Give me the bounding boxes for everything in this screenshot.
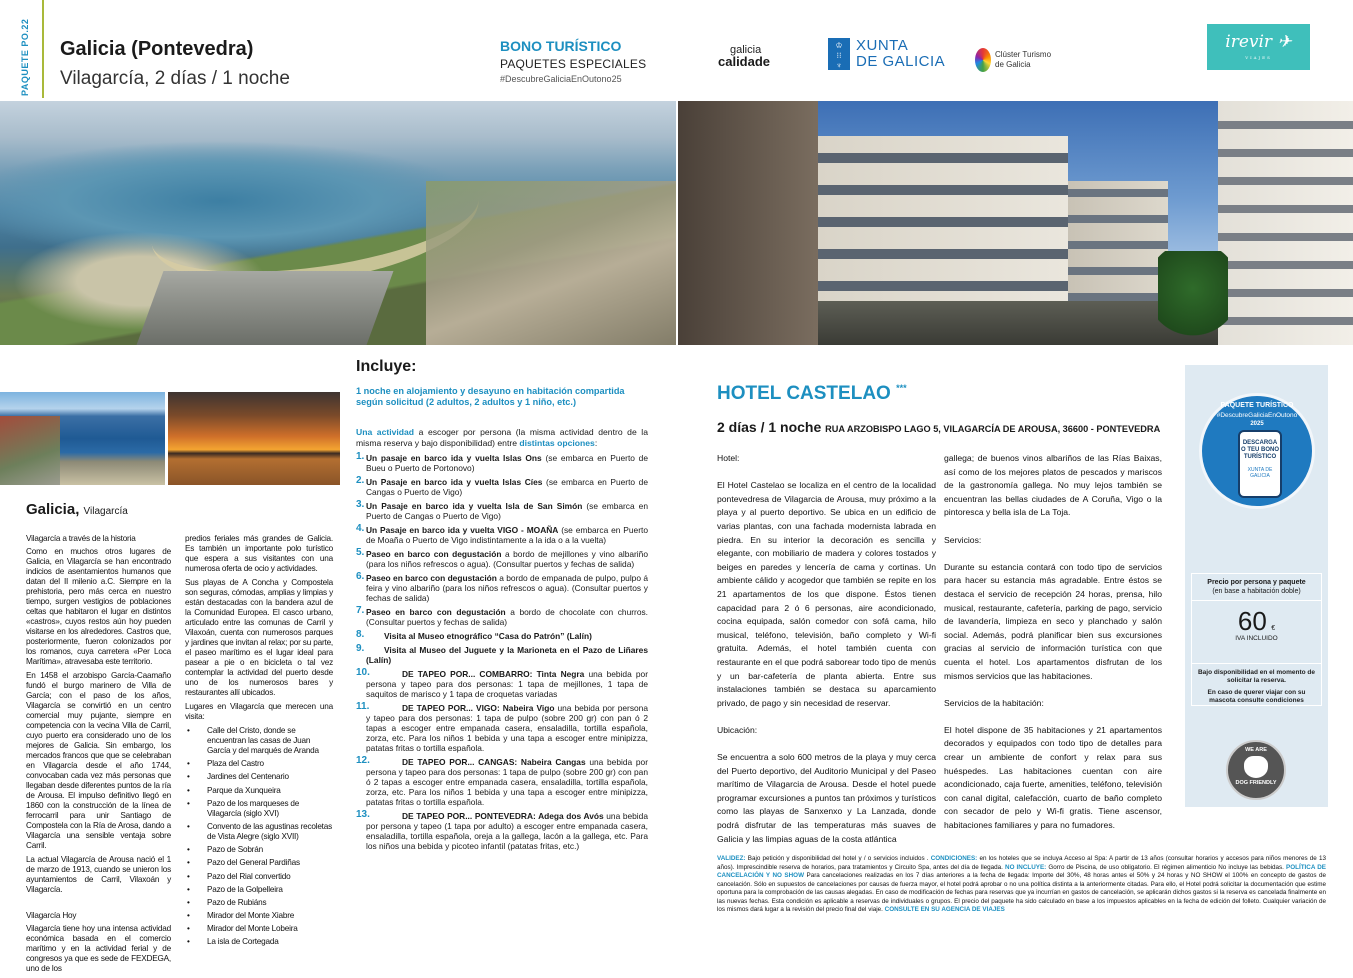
option-number: 8. [356, 629, 365, 640]
cluster-swirl-icon [975, 48, 991, 72]
hotel-duration: 2 días / 1 noche [717, 419, 822, 435]
activity-option [356, 573, 648, 603]
activity-option [356, 669, 648, 699]
legal-text: Para cancelaciones realizadas en los 7 días anteriores a la fecha de llegada: Importe del 30%, 48 horas antes el 50% y 24 horas y NO SHOW el 100% en concepto de gastos de cancelación. Sólo en supuestos de cancelaciones por causas de fuerza mayor, el hotel podrá aprobar o no una política distinta a la anteriormente citadas. Para ello, el Hotel podrá solicitar la documentación que estime oportuna para la comprobación de las causas alegadas. En caso de modificación de fechas para reservas que ya incurrían en gastos de cancelación, se aplicarán dichos gastos si la reserva es cancelada finalmente en las nuevas fechas. Esta condición es aplicable a reservas de individuales o grupos. El precio del paquete ha sido calculado en base a los impuestos aplicables en la fecha de edición del folleto. Cualquier variación de los mismos dará lugar a la revisión del precio final del viaje. [717, 872, 1326, 913]
bono-subtitle: PAQUETES ESPECIALES [500, 57, 647, 71]
room-services-label: Servicios de la habitación: [944, 697, 1044, 708]
option-title: DE TAPEO POR... PONTEVEDRA: Adega dos Avós [402, 811, 604, 821]
activity-option [356, 703, 648, 753]
list-item: • Pazo de Sobrán [185, 845, 333, 855]
option-number: 1. [356, 451, 365, 462]
legal-label: VALIDEZ: [717, 855, 746, 862]
location-description: Se encuentra a solo 600 metros de la playa y muy cerca del Puerto deportivo, del Auditorio Municipal y del Paseo marítimo de Vilagarcia de Arousa. Desde el hotel puede programar excursiones a puntos tan próximos y turísticos como las playas de Sanxenxo y La Lanzada, donde podrá disfrutar de las temperaturas más suaves de Galicia y las limpias aguas de la costa atlántica [717, 752, 936, 844]
list-item: • Pazo del General Pardiñas [185, 858, 333, 868]
badge-year: 2025 [1250, 421, 1264, 427]
beaches-paragraph: Sus playas de A Concha y Compostela son seguras, cómodas, amplias y limpias y están destacadas con la bandera azul de la Comunidad Europea. El casco urbano, articulado entre las comunas de Carril y Vilaxoán, cuenta con numerosos parques y jardines que invitan al relax; por su parte, el paseo marítimo es el lugar ideal para pasear a pie o en bicicleta o tal vez contemplar la actividad del puerto desde uno de los numerosos bares y restaurantes allí ubicados. [185, 578, 333, 697]
option-detail: (se embarca en Puerto de Cangas o Puerto de Vigo) [366, 501, 648, 521]
history-paragraph: La actual Vilagarcía de Arousa nació el 1 de marzo de 1913, cuando se unieron los ayuntamientos de Carril, Vilaxoán y Vilagarcía. [26, 855, 171, 894]
bono-title: BONO TURÍSTICO [500, 38, 622, 54]
option-number: 11. [356, 701, 370, 712]
option-detail: a bordo de chocolate con churros. (Consultar puertos y fechas de salida) [366, 607, 648, 627]
room-services-description: El hotel dispone de 35 habitaciones y 21 apartamentos decorados y equipados con todo tipo de detalles para crear un ambiente de confort y relax para sus huéspedes. Las habitaciones cuentan con aire acondicionado, caja fuerte, amenities, teléfono, televisión con canal digital, calefacción, cuarto de baño completo con secador de pelo y Wi-fi gratis. Tiene ascensor, habitaciones familiares y para no fumadores. [944, 724, 1162, 831]
package-code-tab [20, 0, 44, 98]
option-title: DE TAPEO POR... COMBARRO: Tinta Negra [402, 669, 585, 679]
legal-text: Gorro de Piscina, de uso obligatorio. El régimen alimenticio No incluye las bebidas. [1046, 863, 1287, 871]
list-item: • Pazo del Rial convertido [185, 872, 333, 882]
galicia-calidade-logo [718, 44, 770, 68]
option-title: DE TAPEO POR... CANGAS: Nabeira Cangas [402, 757, 586, 767]
today-title: Vilagarcía Hoy [26, 911, 77, 920]
option-detail: a bordo de empanada de pulpo, pulpo á feira y vino albariño (para los niños refrescos o agua). (Consultar puertos y fechas de salida) [366, 573, 649, 603]
section-heading-place: Vilagarcía [83, 506, 128, 517]
list-item: • Parque da Xunqueira [185, 786, 333, 796]
section-heading [26, 501, 128, 518]
hotel-column-1 [717, 452, 936, 860]
activity-option [356, 607, 648, 627]
pet-note: En caso de querer viajar con su mascota consulte condiciones [1207, 689, 1306, 704]
list-item: • Pazo de Rubiáns [185, 898, 333, 908]
option-number: 12. [356, 755, 370, 766]
option-title: Visita al Museo etnográfico “Casa do Patrón” (Lalín) [384, 631, 592, 641]
list-item: • Mirador del Monte Lobeira [185, 924, 333, 934]
cluster-line1: Clúster Turismo [995, 50, 1052, 59]
activity-option [356, 757, 648, 807]
hotel-castelao-facade-photo [678, 101, 1353, 345]
legal-text: Bajo petición y disponibilidad del hotel y / o servicios incluidos . [745, 855, 931, 862]
option-detail: una bebida por persona y tapeo para dos personas: 1 tapa de pulpo (sobre 200 gr) con pan ó 2 tapas a escoger entre empanada casera, ensaladilla, tortilla española, zorza, etc. Para los niños 1 bebida y una tapa a escoger entre minipizza, patatas fritas o tortilla española. [366, 757, 648, 807]
list-item: • Calle del Cristo, donde se encuentran las casas de Juan García y del marqués de Aranda [185, 726, 333, 756]
legal-conditions [717, 855, 1326, 915]
badge-title: PAQUETE TURÍSTICO [1220, 402, 1294, 409]
list-item: • Jardines del Centenario [185, 772, 333, 782]
cluster-turismo-logo [975, 48, 1051, 72]
irevir-logo [1207, 24, 1310, 70]
option-title: Paseo en barco con degustación [366, 573, 497, 583]
option-number: 6. [356, 571, 365, 582]
phone-icon [1238, 430, 1282, 498]
history-title: Vilagarcía a través de la historia [26, 534, 136, 543]
list-item: • Convento de las agustinas recoletas de Vista Alegre (siglo XVII) [185, 822, 333, 842]
activity-option [356, 501, 648, 521]
includes-intro [356, 427, 648, 449]
option-number: 9. [356, 643, 365, 654]
today-paragraph: Vilagarcía tiene hoy una intensa actividad económica basada en el comercio marítimo y en la actividad ferial y de congresos ya que es sede de FEXDEGA, uno de los [26, 924, 171, 973]
legal-label: NO INCLUYE: [1005, 863, 1047, 871]
today-column [185, 534, 333, 951]
xunta-crest-icon: ♔ ⁝⁝ ♆ [828, 38, 850, 70]
cluster-line2: de Galicia [995, 60, 1031, 69]
option-number: 5. [356, 547, 365, 558]
option-number: 13. [356, 809, 370, 820]
option-title: Un pasaje en barco ida y vuelta Islas Ons [366, 453, 542, 463]
irevir-subtext: VIAJES [1245, 55, 1272, 60]
vat-note: IVA INCLUIDO [1235, 635, 1278, 642]
option-title: Paseo en barco con degustación [366, 607, 506, 617]
currency-symbol: € [1271, 625, 1276, 632]
price-sidebar [1185, 365, 1328, 807]
activity-options-list [356, 453, 648, 855]
location-label: Ubicación: [717, 724, 758, 735]
hotel-stars: *** [896, 383, 907, 393]
airplane-icon: ✈ [1272, 32, 1292, 52]
xunta-line2: DE GALICIA [856, 53, 946, 70]
activity-option [356, 811, 648, 851]
option-detail: una bebida por persona y tapeo para dos personas: 1 tapa de pulpo (sobre 200 gr) con pan ó 2 tapas a escoger entre empanada casera, ensaladilla, tortilla española, zorza, etc. Para los niños 1 bebida y una tapa a escoger entre minipizza, patatas fritas o tortilla española. [366, 703, 648, 753]
list-item: • Pazo de la Golpelleira [185, 885, 333, 895]
list-item: • Pazo de los marqueses de Vilagarcía (siglo XVI) [185, 799, 333, 819]
activity-option [356, 477, 648, 497]
bono-hashtag: #DescubreGaliciaEnOutono25 [500, 74, 622, 84]
history-paragraph: En 1458 el arzobispo García-Caamaño fundó el burgo marinero de Villa de García; con el paso de los años, Vilagarcía se convirtió en un centro comercial muy pujante, siempre en competencia con la vecina Villa de Carril, cuyo puerto era considerado uno de los mejores de Galicia. Sin embargo, los mercados francos que que se celebraban en Vilagarcía desde el año 1744, convocaban cada vez más personas que llegaban desde diferentes puntos de la ría de Arousa. El impulso definitivo llegó en 1860 con la construcción de la línea de ferrocarril para unir Santiago de Compostela con la Ría de Arosa, dando a Vilagarcía una sensible ventaja sobre Carril. [26, 671, 171, 850]
places-intro: Lugares en Vilagarcía que merecen una visita: [185, 702, 333, 721]
hotel-subtitle [717, 419, 1160, 435]
option-detail: una bebida por persona y tapeo (1 tapa por adulto) a escoger entre empanada casera, ensaladilla, tortilla española, oreja a la gallega, lacón a la gallega, etc. Para los niños una bebida y picoteo infantil (patatas fritas, etc.) [366, 811, 648, 851]
intro-highlight: Una actividad [356, 427, 415, 437]
list-item: • Mirador del Monte Xiabre [185, 911, 333, 921]
includes-lead: 1 noche en alojamiento y desayuno en habitación compartida según solicitud (2 adultos, 2 adultos y 1 niño, etc.) [356, 386, 625, 407]
services-label: Servicios: [944, 534, 982, 545]
option-number: 3. [356, 499, 365, 510]
option-detail: (se embarca en Puerto de Cangas o Puerto de Vigo) [366, 477, 648, 497]
activity-option [356, 549, 648, 569]
vilagarcia-bay-aerial-photo [0, 101, 676, 345]
list-item: • La isla de Cortegada [185, 937, 333, 947]
badge-phone-logo: XUNTA DE GALICIA [1247, 467, 1273, 479]
option-detail: (se embarca en Puerto de Moaña o Puerto de Vigo indistintamente a la ida o a la vuelta) [366, 525, 648, 545]
places-list [185, 726, 333, 947]
badge-phone-text: DESCARGA O TEU BONO TURÍSTICO [1240, 440, 1279, 460]
xunta-logo [828, 38, 945, 70]
dog-badge-top: WE ARE [1245, 747, 1267, 753]
sunset-ria-photo [168, 392, 340, 485]
galicia-calidade-line1: galicia [730, 44, 762, 56]
dog-friendly-badge [1226, 740, 1286, 800]
hotel-name-text: HOTEL CASTELAO [717, 383, 891, 404]
price-basis: (en base a habitación doble) [1212, 588, 1301, 595]
option-detail: una bebida por persona y tapeo para dos personas: 1 tapa de mejillones, 1 tapa de saquitos de marisco y 1 tapa de croquetas variadas [366, 669, 648, 699]
intro-highlight: distintas opciones [519, 438, 595, 448]
option-detail: (se embarca en Puerto de Bueu o Puerto de Portonovo) [366, 453, 648, 473]
page-subtitle: Vilagarcía, 2 días / 1 noche [60, 68, 290, 89]
xunta-line1: XUNTA [856, 37, 909, 54]
hotel-name [717, 383, 907, 405]
option-number: 10. [356, 667, 370, 678]
package-code: PAQUETE PO.22 [20, 18, 30, 96]
page-title: Galicia (Pontevedra) [60, 38, 254, 60]
hotel-column-2 [944, 452, 1162, 846]
galicia-calidade-line2: calidade [718, 54, 771, 69]
option-title: Visita al Museo del Juguete y la Marioneta en el Pazo de Liñares (Lalín) [366, 645, 648, 665]
hotel-address: RUA ARZOBISPO LAGO 5, VILAGARCÍA DE AROUSA, 36600 - PONTEVEDRA [825, 424, 1161, 434]
includes-title: Incluye: [356, 358, 417, 375]
history-paragraph: Como en muchos otros lugares de Galicia, en Vilagarcía se han encontrado indicios de asentamientos humanos que datan del II milenio a.C. Siempre en la prehistoria, pero más cerca en nuestro tiempo, surgen vestigios de poblaciones celtas que habitaron el lugar en distintos «castros», cuyos restos aún hoy pueden visitarse en los alrededores. Castros que, posteriormente, fueron colonizados por los romanos, cuya carretera «Per Loca Marítima», atravesaba este territorio. [26, 547, 171, 666]
location-description-cont: gallega; de buenos vinos albariños de las Rías Baixas, así como de los mejores platos de pescados y mariscos de la gastronomía gallega. No muy lejos también se encuentran las bellas ciudades de A Coruña, Vigo o la pintoresca y bella isla de La Toja. [944, 453, 1162, 518]
legal-text: en los hoteles que se incluya Acceso al Spa: A partir de 13 años (consultar horarios y accesos para niños menores de 13 años). Imprescindible reserva de horarios, para tratamientos y Circuito Spa, antes del día de llegada. [717, 855, 1326, 871]
list-item: • Plaza del Castro [185, 759, 333, 769]
hotel-description: El Hotel Castelao se localiza en el centro de la localidad pontevedresa de Vilagarcia de Arousa, muy próximo a la playa y al puerto deportivo. Se ubica en un edificio de varias plantas, con una fachada modernista labrada en piedra. En su interior la decoración es sencilla y elegante, con mobiliario de madera y colores tostados y beiges en paredes y lencería de cama y cortinas. Un ambiente cálido y acogedor que también se repite en los 21 apartamentos de los que dispone. Éstos tienen capacidad para 2 ó 6 personas, aire acondicionado, cocina equipada, salón comedor con sofá cama, hilo musical, teléfono, televisión, baño completo y Wi-fi gratuita. Además, el hotel también cuenta con restaurante en el que podrá saborear todo tipo de menús y un bar-cafetería de planta abierta. Entre sus instalaciones también se destaca su aparcamiento privado, de pago y sin necesidad de reservar. [717, 480, 936, 708]
harbor-aerial-photo [0, 392, 165, 485]
option-number: 4. [356, 523, 365, 534]
today-paragraph: predios feriales más grandes de Galicia. Es también un importante polo turístico que espera a sus visitantes con una numerosa oferta de ocio y actividades. [185, 534, 333, 573]
option-title: Un Pasaje en barco ida y vuelta VIGO - MOAÑA [366, 525, 559, 535]
consult-agency-note: CONSULTE EN SU AGENCIA DE VIAJES [884, 906, 1005, 913]
legal-label: CONDICIONES: [930, 855, 978, 862]
availability-note: Bajo disponibilidad en el momento de solicitar la reserva. [1197, 669, 1315, 684]
dog-face-icon [1244, 756, 1268, 778]
intro-text: a escoger por persona (la misma actividad dentro de la misma reserva y bajo disponibilidad) entre [356, 427, 648, 448]
paquete-turistico-badge [1199, 393, 1315, 509]
services-description: Durante su estancia contará con todo tipo de servicios para hacer su estancia más agradable. Entre éstos se destaca el servicio de recepción 24 horas, prensa, hilo musical, restaurante, cafetería, parking de pago, servicio de lavandería, limpieza en seco y planchado y salón social. Además, podrá planificar bien sus excursiones gracias al servicio de información turística con que cuenta el hotel. Los apartamentos disfrutan de los mismos servicios que las habitaciones. [944, 561, 1162, 681]
section-heading-region: Galicia, [26, 501, 80, 518]
dog-badge-bottom: DOG FRIENDLY [1235, 780, 1277, 786]
option-detail: a bordo de mejillones y vino albariño (para los niños refrescos o agua). (Consultar puertos y fechas de salida) [366, 549, 648, 569]
irevir-text: irevir [1225, 32, 1273, 52]
option-title: Un Pasaje en barco ida y vuelta Islas Cíes [366, 477, 543, 487]
activity-option [356, 453, 648, 473]
option-number: 2. [356, 475, 365, 486]
price-label: Precio por persona y paquete [1207, 579, 1306, 586]
badge-hashtag: #DescubreGaliciaEnOutono [1216, 412, 1298, 419]
option-title: Un Pasaje en barco ida y vuelta Isla de San Simón [366, 501, 583, 511]
activity-option [356, 525, 648, 545]
activity-option [356, 645, 648, 665]
legal-label: POLÍTICA DE CANCELACIÓN Y NO SHOW [717, 863, 1326, 879]
history-column [26, 534, 171, 978]
option-number: 7. [356, 605, 365, 616]
intro-text: : [594, 438, 598, 448]
option-title: DE TAPEO POR... VIGO: Nabeira Vigo [402, 703, 555, 713]
activity-option [356, 631, 648, 641]
bono-turistico-block [500, 38, 646, 84]
option-title: Paseo en barco con degustación [366, 549, 502, 559]
hotel-section-label: Hotel: [717, 453, 740, 463]
price-box [1191, 573, 1322, 706]
price-value: 60 [1237, 606, 1267, 636]
